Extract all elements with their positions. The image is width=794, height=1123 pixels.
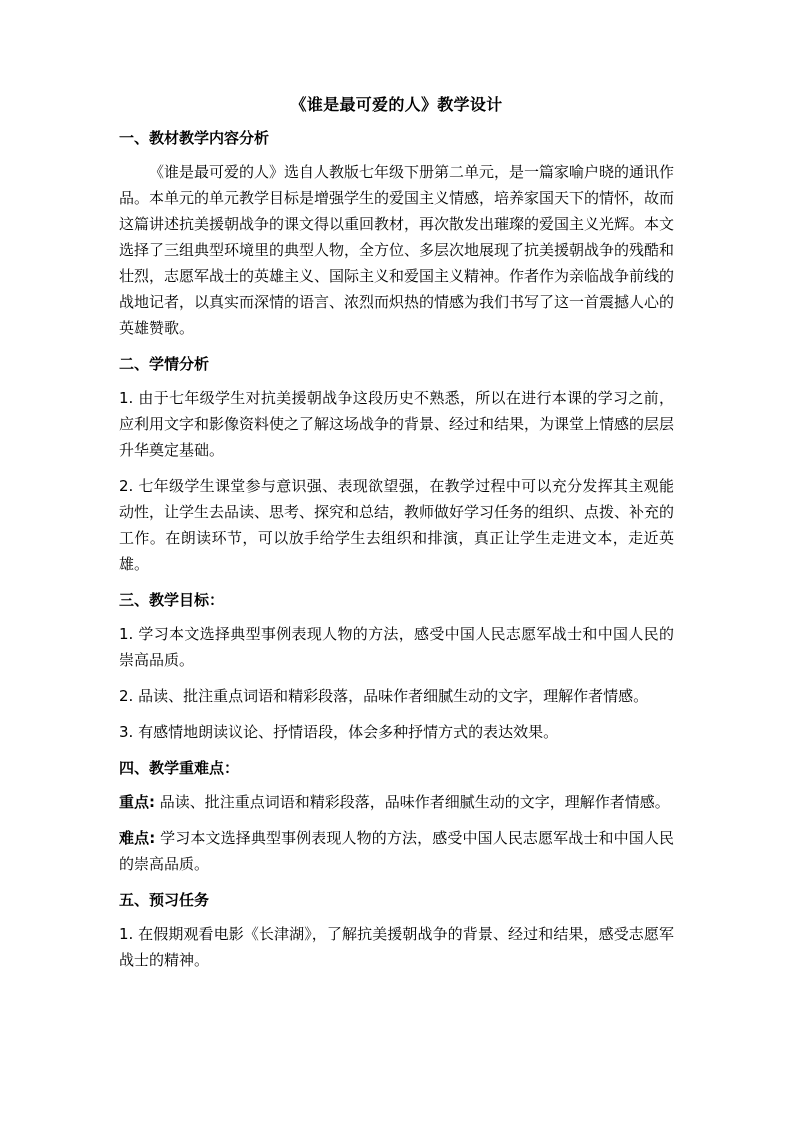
paragraph: 2. 品读、批注重点词语和精彩段落，品味作者细腻生动的文字，理解作者情感。 xyxy=(119,687,649,705)
section-teaching-objectives xyxy=(119,587,674,745)
difficulty-label: 难点: xyxy=(119,829,156,847)
key-point-text: 品读、批注重点词语和精彩段落，品味作者细腻生动的文字，理解作者情感。 xyxy=(155,793,670,811)
section-heading: 二、学情分析 xyxy=(119,355,210,373)
key-point-label: 重点: xyxy=(119,793,155,811)
section-heading: 五、预习任务 xyxy=(119,891,210,909)
paragraph: 2. 七年级学生课堂参与意识强、表现欲望强，在教学过程中可以充分发挥其主观能动性，让学生去品读、思考、探究和总结，教师做好学习任务的组织、点拨、补充的工作。在朗读环节，可以放手给学生去组织和排演，真正让学生走进文本，走近英雄。 xyxy=(119,477,675,573)
difficulty-text: 学习本文选择典型事例表现人物的方法，感受中国人民志愿军战士和中国人民的崇高品质。 xyxy=(119,829,674,873)
paragraph: 1. 学习本文选择典型事例表现人物的方法，感受中国人民志愿军战士和中国人民的崇高品质。 xyxy=(119,625,674,669)
section-key-difficult-points xyxy=(119,755,674,877)
section-heading: 三、教学目标： xyxy=(119,591,225,609)
key-point-paragraph xyxy=(119,789,674,815)
section-textbook-analysis xyxy=(119,125,674,341)
section-student-analysis xyxy=(119,351,674,577)
paragraph: 1. 由于七年级学生对抗美援朝战争这段历史不熟悉，所以在进行本课的学习之前，应利用文字和影像资料使之了解这场战争的背景、经过和结果，为课堂上情感的层层升华奠定基础。 xyxy=(119,389,675,459)
document-title: 《谁是最可爱的人》教学设计 xyxy=(290,95,503,114)
paragraph: 1. 在假期观看电影《长津湖》，了解抗美援朝战争的背景、经过和结果，感受志愿军战士的精神。 xyxy=(119,925,674,969)
section-heading: 四、教学重难点： xyxy=(119,759,240,777)
paragraph: 3. 有感情地朗读议论、抒情语段，体会多种抒情方式的表达效果。 xyxy=(119,723,559,741)
section-heading: 一、教材教学内容分析 xyxy=(119,129,270,147)
section-preview-tasks xyxy=(119,887,674,973)
difficulty-paragraph xyxy=(119,825,674,877)
paragraph: 《谁是最可爱的人》选自人教版七年级下册第二单元，是一篇家喻户晓的通讯作品。本单元的单元教学目标是增强学生的爱国主义情感，培养家国天下的情怀，故而这篇讲述抗美援朝战争的课文得以重回教材，再次散发出璀璨的爱国主义光辉。本文选择了三组典型环境里的典型人物，全方位、多层次地展现了抗美援朝战争的残酷和壮烈，志愿军战士的英雄主义、国际主义和爱国主义精神。作者作为亲临战争前线的战地记者，以真实而深情的语言、浓烈而炽热的情感为我们书写了这一首震撼人心的英雄赞歌。 xyxy=(119,163,675,337)
